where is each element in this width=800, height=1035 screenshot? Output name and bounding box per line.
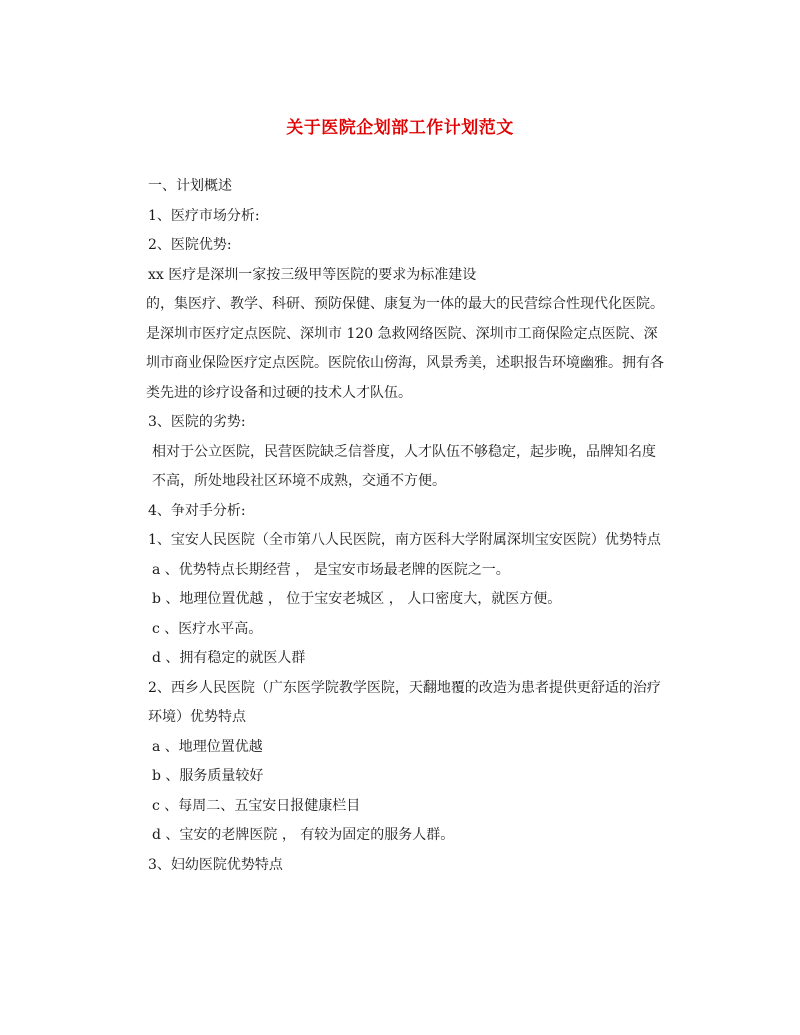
list-item: b 、服务质量较好 — [152, 768, 264, 784]
paragraph-competitor-2: 2、西乡人民医院（广东医学院教学医院，天翻地覆的改造为患者提供更舒适的治疗环境）优势特点 — [148, 679, 661, 725]
section-heading-plan-overview: 一、计划概述 — [148, 178, 232, 194]
document-body — [148, 172, 668, 880]
paragraph-competitor-analysis: 4、争对手分析: — [148, 502, 246, 519]
list-item: c 、医疗水平高。 — [152, 620, 263, 637]
paragraph-hospital-advantages: 2、医院优势: — [148, 237, 232, 253]
list-item: b 、地理位置优越 ， 位于宝安老城区 ， 人口密度大，就医方便。 — [152, 591, 562, 607]
paragraph-hospital-intro: xx 医疗是深圳一家按三级甲等医院的要求为标准建设 — [148, 266, 477, 283]
paragraph-market-analysis: 1、医疗市场分析: — [148, 207, 260, 224]
document-title: 关于医院企划部工作计划范文 — [286, 118, 514, 138]
paragraph-hospital-description: 的，集医疗、教学、科研、预防保健、康复为一体的最大的民营综合性现代化医院。是深圳市医疗定点医院、深圳市 120 急救网络医院、深圳市工商保险定点医院、深圳市商业保险医疗定点医院。医院依山傍海，风景秀美，述职报告环境幽雅。拥有各类先进的诊疗设备和过硬的技术人才队伍。 — [146, 296, 664, 401]
list-item: a 、优势特点长期经营 ， 是宝安市场最老牌的医院之一。 — [152, 561, 510, 578]
list-item: a 、地理位置优越 — [152, 738, 263, 755]
paragraph-competitor-3: 3、妇幼医院优势特点 — [148, 856, 283, 873]
list-item: d 、拥有稳定的就医人群 — [152, 650, 306, 666]
paragraph-competitor-1: 1、宝安人民医院（全市第八人民医院，南方医科大学附属深圳宝安医院）优势特点 — [148, 532, 661, 548]
paragraph-hospital-disadvantages: 3、医院的劣势: — [148, 414, 246, 430]
paragraph-disadvantages-detail: 相对于公立医院，民营医院缺乏信誉度，人才队伍不够稳定，起步晚，品牌知名度不高，所处地段社区环境不成熟，交通不方便。 — [152, 443, 656, 489]
list-item: d 、宝安的老牌医院 ， 有较为固定的服务人群。 — [152, 827, 455, 843]
list-item: c 、每周二、五宝安日报健康栏目 — [152, 797, 361, 814]
